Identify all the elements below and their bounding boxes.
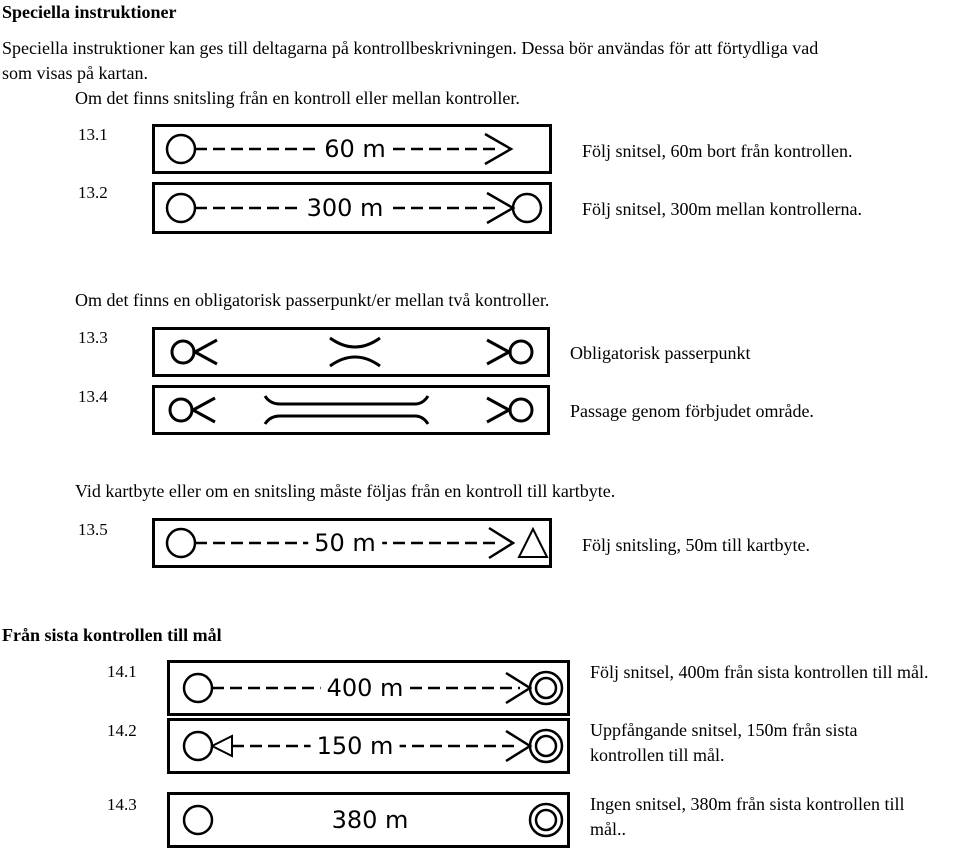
symbol-13-4 [152,385,550,435]
distance-label: 60 m [318,135,392,163]
symbol-14-2 [167,718,570,774]
item-number: 14.3 [107,795,137,814]
symbol-13-2 [152,182,552,234]
item-number: 13.2 [78,183,108,202]
distance-label: 50 m [308,529,382,557]
symbol-13-5 [152,518,552,568]
page-heading: Speciella instruktioner [2,2,177,22]
symbol-13-1 [152,124,552,174]
item-description: Passage genom förbjudet område. [570,401,814,421]
intro-line-1: Speciella instruktioner kan ges till deltagarna på kontrollbeskrivningen. Dessa bör användas för att förtydliga vad [2,38,819,58]
item-description: Obligatorisk passerpunkt [570,343,751,363]
item-description-line-1: Ingen snitsel, 380m från sista kontrollen till [590,794,905,814]
item-description: Följ snitsel, 300m mellan kontrollerna. [582,199,862,219]
item-description-line-2: mål.. [590,819,626,839]
distance-label: 300 m [301,194,390,222]
item-description: Följ snitsel, 60m bort från kontrollen. [582,141,853,161]
section-title-snitsling: Om det finns snitsling från en kontroll eller mellan kontroller. [75,88,520,108]
item-description: Följ snitsling, 50m till kartbyte. [582,535,811,555]
item-number: 13.3 [78,328,108,347]
section-title-passage: Om det finns en obligatorisk passerpunkt/er mellan två kontroller. [75,290,550,310]
symbol-13-3 [152,327,550,377]
section-heading-mal: Från sista kontrollen till mål [2,625,222,645]
item-description-line-2: kontrollen till mål. [590,745,725,765]
item-description-line-1: Uppfångande snitsel, 150m från sista [590,720,858,740]
item-number: 13.1 [78,125,108,144]
item-number: 13.4 [78,387,108,406]
item-number: 14.1 [107,662,137,681]
symbol-14-3 [167,792,570,848]
item-number: 14.2 [107,721,137,740]
distance-label: 380 m [326,806,415,834]
item-number: 13.5 [78,520,108,539]
symbol-14-1 [167,660,570,716]
section-title-kartbyte: Vid kartbyte eller om en snitsling måste följas från en kontroll till kartbyte. [75,481,616,501]
distance-label: 150 m [311,732,400,760]
distance-label: 400 m [321,674,410,702]
intro-line-2: som visas på kartan. [2,63,148,83]
item-description: Följ snitsel, 400m från sista kontrollen till mål. [590,662,929,682]
